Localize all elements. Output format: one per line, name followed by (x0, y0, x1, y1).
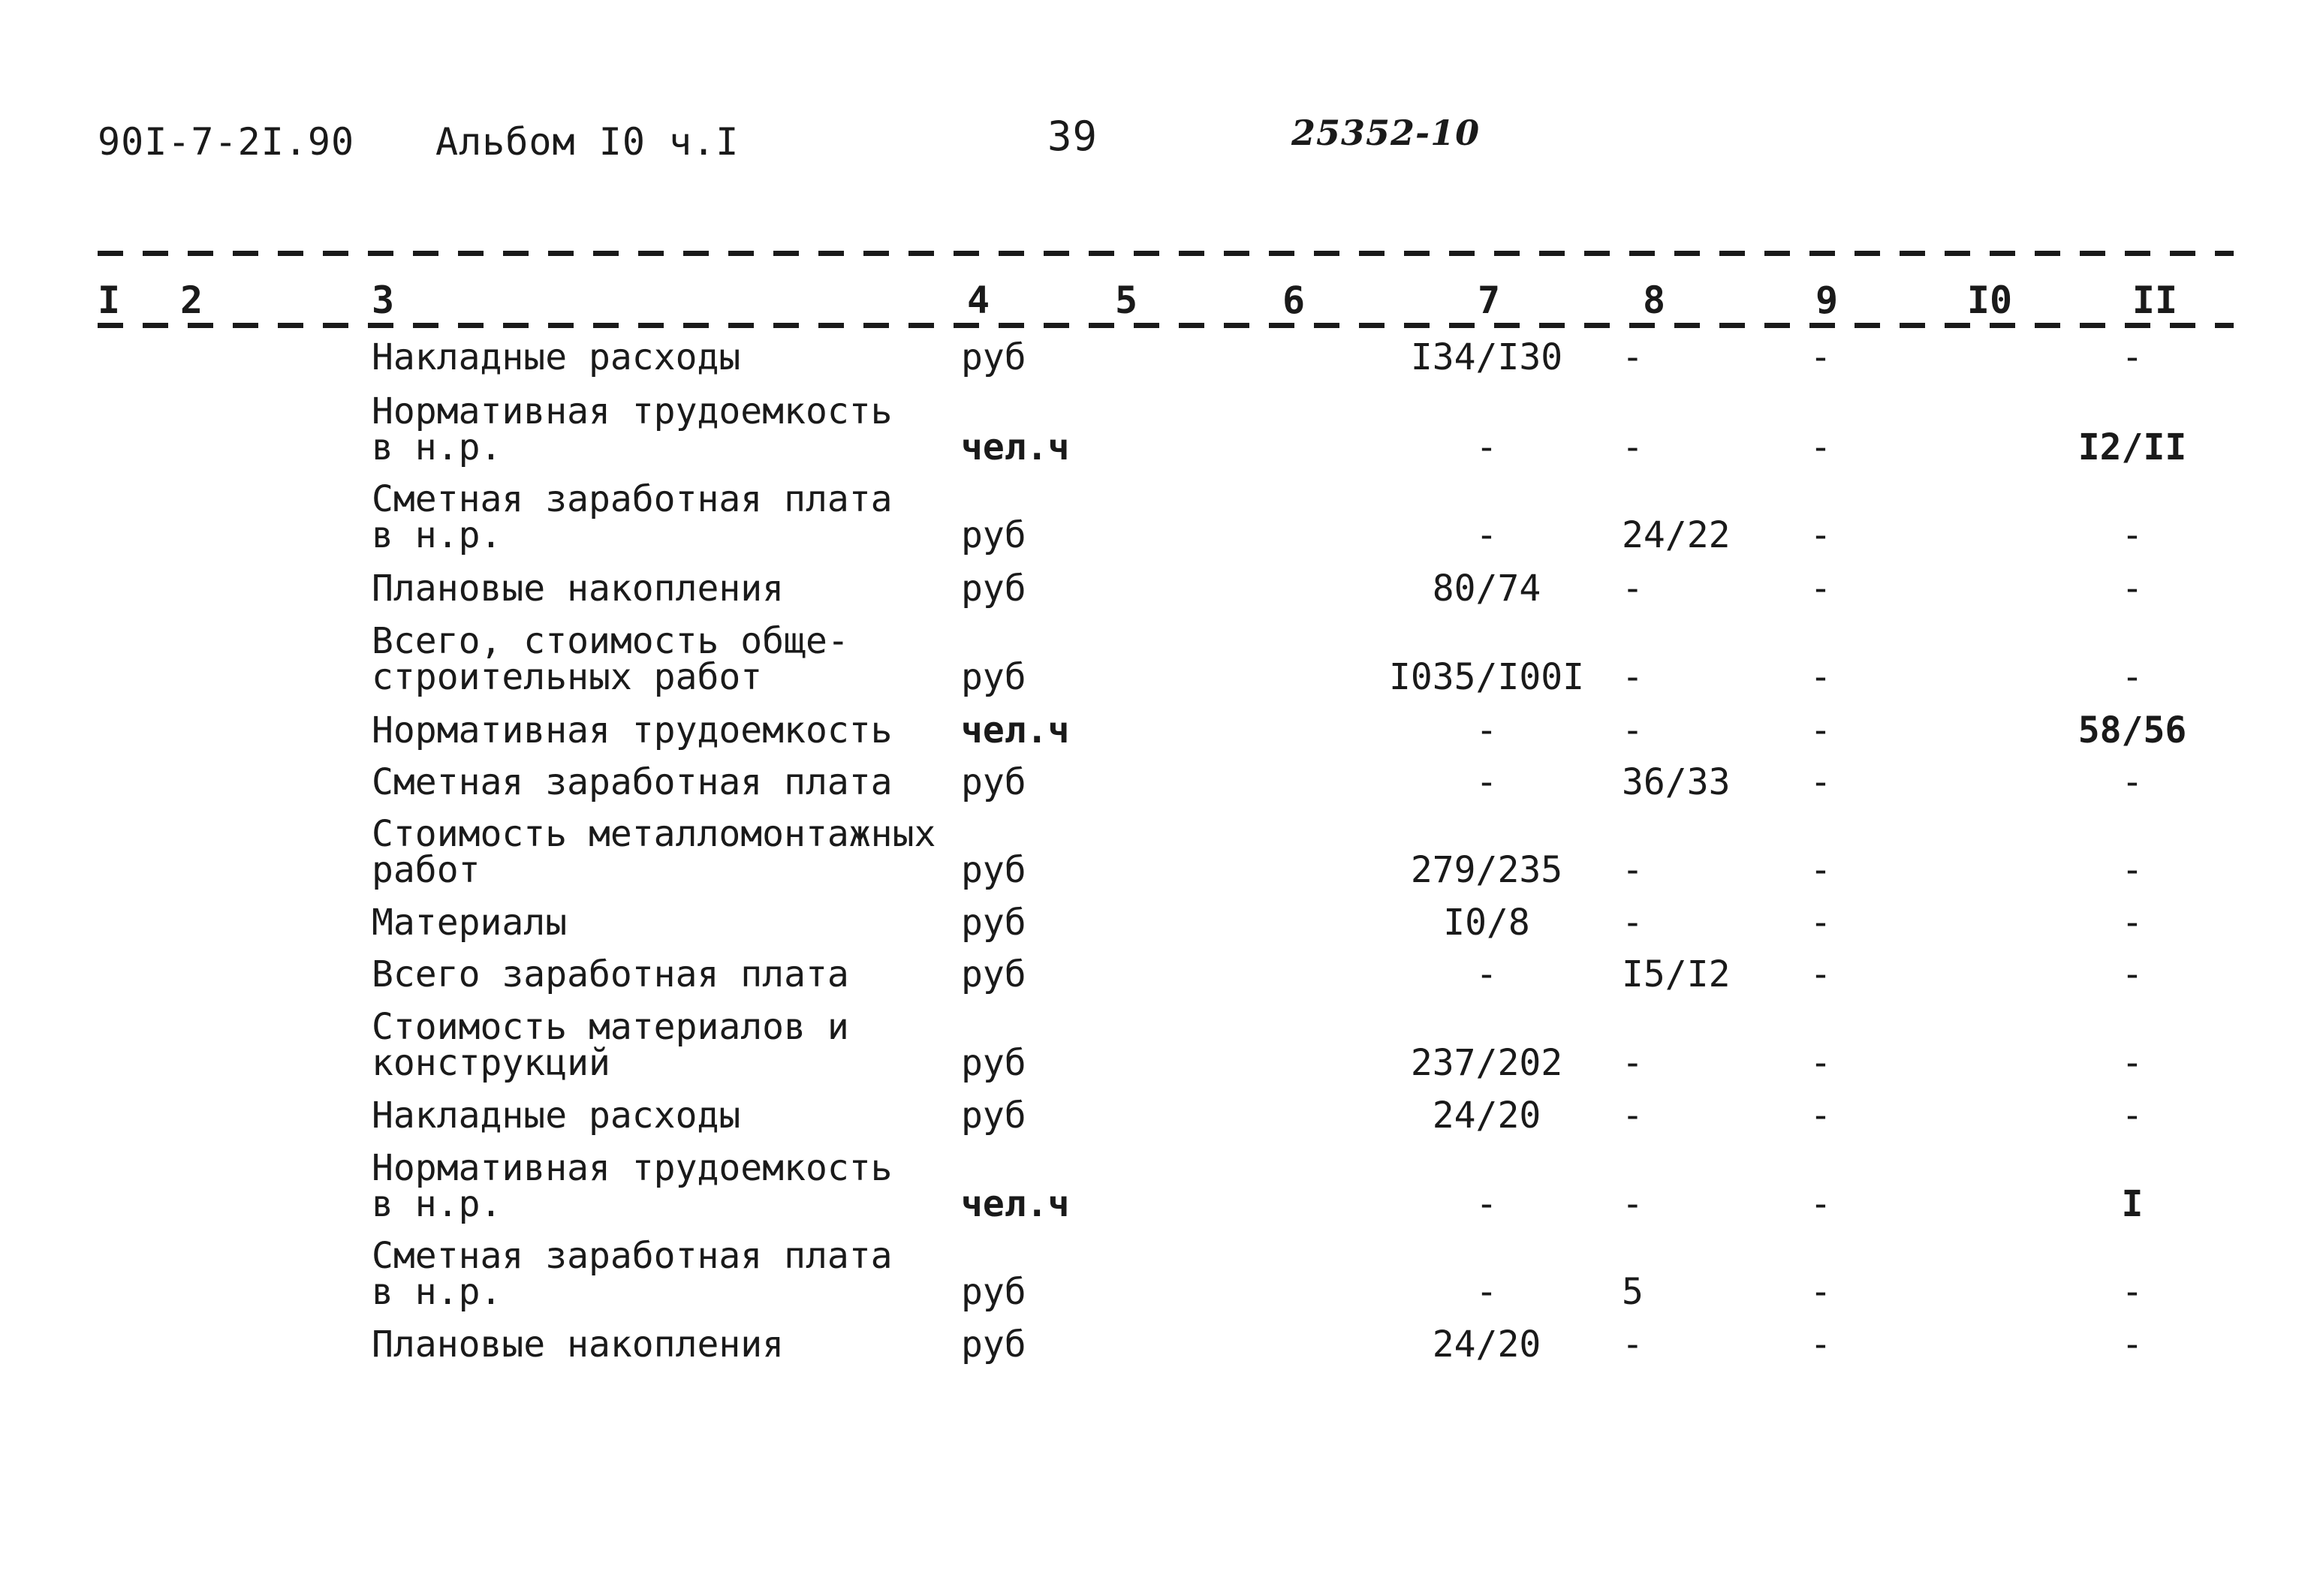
row-unit: чел.ч (961, 426, 1070, 468)
row-value-col11: - (2121, 1323, 2144, 1366)
column-number-4: 4 (964, 278, 993, 323)
row-value-col9: - (1809, 656, 1832, 698)
row-value-col8: 5 (1622, 1271, 1644, 1313)
row-value-col9: - (1809, 426, 1832, 468)
row-unit: руб (961, 1042, 1026, 1084)
table-row (0, 725, 2305, 803)
table-row (0, 1058, 2305, 1137)
row-value-col8: - (1622, 902, 1644, 944)
row-value-col7: I0/8 (1443, 902, 1530, 944)
row-value-col7: - (1475, 426, 1498, 468)
column-number-1: I (95, 278, 123, 323)
row-value-col8: - (1622, 1183, 1644, 1225)
row-item-name: Плановые накопления (372, 1323, 785, 1366)
row-value-col11: 58/56 (2078, 709, 2187, 751)
row-item-name: Нормативная трудоемкость в н.р. (372, 390, 893, 468)
row-value-col11: I (2121, 1183, 2144, 1225)
row-unit: руб (961, 656, 1026, 698)
page-number: 39 (1047, 113, 1098, 160)
row-value-col7: I035/I00I (1388, 656, 1585, 698)
row-value-col11: - (2121, 1042, 2144, 1084)
row-unit: руб (961, 953, 1026, 995)
row-value-col9: - (1809, 953, 1832, 995)
row-value-col11: I2/II (2078, 426, 2187, 468)
row-value-col7: 237/202 (1410, 1042, 1563, 1084)
row-value-col7: - (1475, 1271, 1498, 1313)
row-item-name: Всего, стоимость обще- строительных работ (372, 620, 849, 698)
row-item-name: Плановые накопления (372, 568, 785, 610)
row-value-col8: - (1622, 709, 1644, 751)
row-unit: руб (961, 1271, 1026, 1313)
row-value-col8: 24/22 (1622, 514, 1731, 556)
row-value-col7: 24/20 (1432, 1323, 1541, 1366)
row-value-col8: - (1622, 1095, 1644, 1137)
row-value-col9: - (1809, 568, 1832, 610)
row-value-col11: - (2121, 849, 2144, 891)
row-value-col7: 80/74 (1432, 568, 1541, 610)
row-value-col11: - (2121, 514, 2144, 556)
column-number-11: II (2129, 278, 2180, 323)
album-label: Альбом I0 ч.I (435, 120, 740, 164)
row-item-name: Стоимость материалов и конструкций (372, 1006, 849, 1084)
row-value-col11: - (2121, 656, 2144, 698)
row-value-col7: - (1475, 1183, 1498, 1225)
row-unit: руб (961, 902, 1026, 944)
row-value-col7: - (1475, 514, 1498, 556)
row-value-col8: - (1622, 568, 1644, 610)
column-number-9: 9 (1812, 278, 1841, 323)
column-number-6: 6 (1279, 278, 1308, 323)
row-value-col8: - (1622, 426, 1644, 468)
row-value-col9: - (1809, 1183, 1832, 1225)
row-value-col8: - (1622, 336, 1644, 378)
table-row (0, 390, 2305, 468)
column-number-5: 5 (1112, 278, 1140, 323)
row-value-col9: - (1809, 849, 1832, 891)
column-number-10: I0 (1964, 278, 2015, 323)
row-unit: руб (961, 568, 1026, 610)
row-item-name: Сметная заработная плата в н.р. (372, 478, 893, 556)
row-item-name: Накладные расходы (372, 1095, 741, 1137)
row-value-col8: - (1622, 1323, 1644, 1366)
row-value-col9: - (1809, 1323, 1832, 1366)
row-value-col11: - (2121, 568, 2144, 610)
row-value-col7: - (1475, 953, 1498, 995)
row-value-col11: - (2121, 336, 2144, 378)
column-number-8: 8 (1640, 278, 1668, 323)
handwritten-number: 25352-10 (1291, 113, 1481, 153)
table-row (0, 531, 2305, 610)
row-unit: руб (961, 336, 1026, 378)
row-value-col8: - (1622, 656, 1644, 698)
row-unit: руб (961, 1095, 1026, 1137)
row-value-col9: - (1809, 902, 1832, 944)
row-unit: руб (961, 514, 1026, 556)
row-item-name: Материалы (372, 902, 568, 944)
row-value-col8: - (1622, 1042, 1644, 1084)
row-item-name: Всего заработная плата (372, 953, 849, 995)
table-row (0, 300, 2305, 378)
row-value-col7: - (1475, 709, 1498, 751)
row-value-col9: - (1809, 709, 1832, 751)
row-unit: руб (961, 761, 1026, 803)
row-item-name: Нормативная трудоемкость (372, 709, 893, 751)
column-number-2: 2 (177, 278, 206, 323)
row-value-col8: 36/33 (1622, 761, 1731, 803)
row-unit: чел.ч (961, 1183, 1070, 1225)
row-unit: чел.ч (961, 709, 1070, 751)
row-item-name: Стоимость металломонтажных работ (372, 813, 936, 891)
row-item-name: Сметная заработная плата (372, 761, 893, 803)
row-item-name: Накладные расходы (372, 336, 741, 378)
row-value-col9: - (1809, 1095, 1832, 1137)
row-value-col7: 279/235 (1410, 849, 1563, 891)
column-number-3: 3 (369, 278, 397, 323)
row-value-col7: 24/20 (1432, 1095, 1541, 1137)
row-value-col11: - (2121, 761, 2144, 803)
column-number-7: 7 (1475, 278, 1503, 323)
table-row (0, 1287, 2305, 1366)
row-value-col9: - (1809, 1271, 1832, 1313)
row-value-col11: - (2121, 953, 2144, 995)
row-value-col7: I34/I30 (1410, 336, 1563, 378)
row-value-col8: I5/I2 (1622, 953, 1731, 995)
row-value-col11: - (2121, 1095, 2144, 1137)
row-value-col8: - (1622, 849, 1644, 891)
row-value-col11: - (2121, 902, 2144, 944)
row-value-col9: - (1809, 1042, 1832, 1084)
row-value-col9: - (1809, 336, 1832, 378)
row-item-name: Нормативная трудоемкость в н.р. (372, 1147, 893, 1225)
row-value-col9: - (1809, 761, 1832, 803)
row-unit: руб (961, 1323, 1026, 1366)
document-code: 90I-7-2I.90 (98, 120, 355, 164)
table-row (0, 1147, 2305, 1225)
row-value-col9: - (1809, 514, 1832, 556)
table-row (0, 917, 2305, 995)
row-value-col7: - (1475, 761, 1498, 803)
row-item-name: Сметная заработная плата в н.р. (372, 1235, 893, 1313)
row-value-col11: - (2121, 1271, 2144, 1313)
row-unit: руб (961, 849, 1026, 891)
